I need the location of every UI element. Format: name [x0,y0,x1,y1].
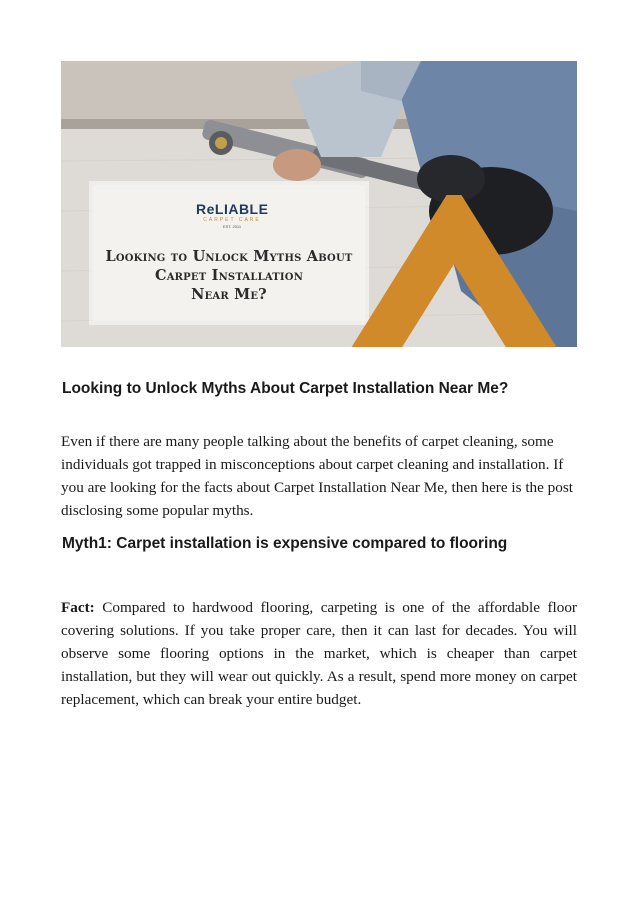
hero-image [61,61,577,347]
hero-title-line: Looking to Unlock Myths About [105,248,353,265]
logo-wordmark: ReLIABLE [196,201,269,217]
article-heading: Looking to Unlock Myths About Carpet Installation Near Me? [62,380,509,397]
fact-text: Compared to hardwood flooring, carpeting is one of the affordable floor covering solutions. If you take proper care, then it can last for decades. You will observe some flooring options in the market, which is cheaper than carpet installation, but they will wear out quickly. As a result, spend more money on carpet replacement, which can break your entire budget. [61,599,577,708]
logo-established: EST. 2011 [222,224,242,229]
hero-title-card [93,185,365,321]
hero-title [99,247,359,304]
fact-paragraph [61,596,577,711]
myth1-heading: Myth1: Carpet installation is expensive compared to flooring [62,535,508,552]
hero-title-line: Carpet Installation [154,267,304,284]
fact-label: Fact: [61,599,95,616]
intro-paragraph: Even if there are many people talking about the benefits of carpet cleaning, some individuals got trapped in misconceptions about carpet cleaning and installation. If you are looking for the facts about Carpet Installation Near Me, then here is the post disclosing some popular myths. [61,433,573,519]
logo-subtitle: CARPET CARE [203,217,261,223]
brand-logo [196,195,268,231]
hero-title-line: Near Me? [191,286,267,303]
